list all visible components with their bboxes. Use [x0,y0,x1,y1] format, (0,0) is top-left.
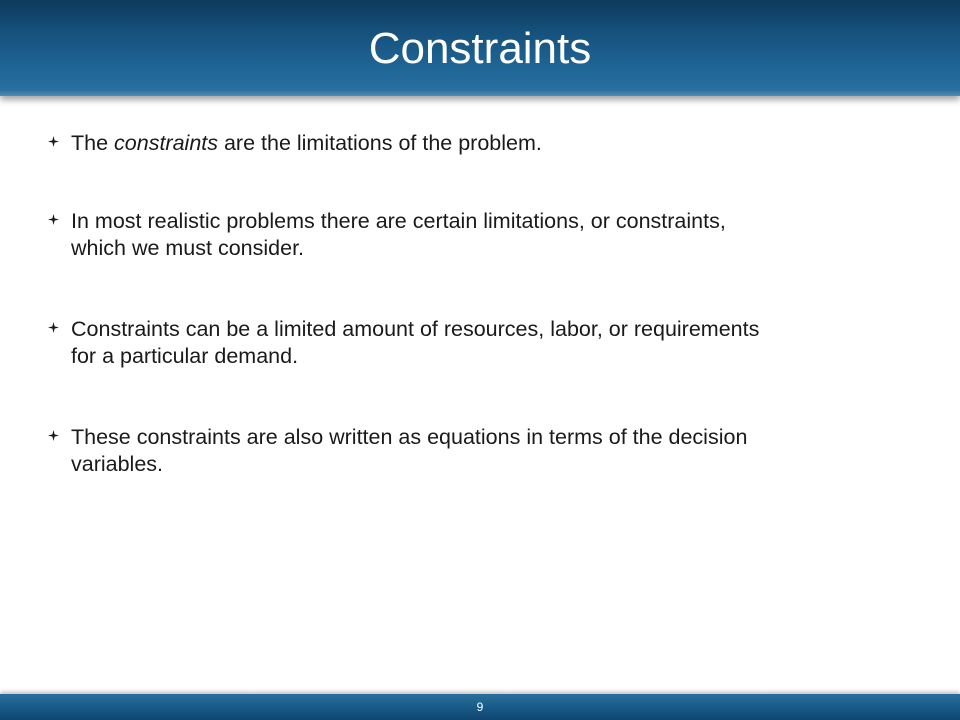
slide-title: Constraints [368,24,592,73]
bullet-text-line: Constraints can be a limited amount of resources, labor, or requirements [71,317,760,341]
bullet-text-line: These constraints are also written as equations in terms of the decision [71,425,748,449]
bullet-item [48,130,928,157]
bullet-item [48,424,928,478]
bullet-text [71,130,542,157]
bullet-text [71,316,759,370]
four-point-star-diamond-icon [48,430,70,441]
four-point-star-diamond-icon [48,136,70,147]
footer-bar [0,694,960,720]
bullet-text-line: for a particular demand. [71,344,299,368]
page-number: 9 [476,700,484,714]
bullet-text [71,208,726,262]
bullet-text [71,424,747,478]
bullet-text-line: In most realistic problems there are certain limitations, or constraints, [71,209,726,233]
bullet-item [48,208,928,262]
bullet-text-prefix: The [71,131,115,155]
bullet-text-emphasis: constraints [114,131,218,155]
four-point-star-diamond-icon [48,214,70,225]
bullet-text-line: variables. [71,452,164,476]
bullet-text-suffix: are the limitations of the problem. [218,131,542,155]
bullet-text-line: which we must consider. [71,236,305,260]
bullet-item [48,316,928,370]
four-point-star-diamond-icon [48,322,70,333]
